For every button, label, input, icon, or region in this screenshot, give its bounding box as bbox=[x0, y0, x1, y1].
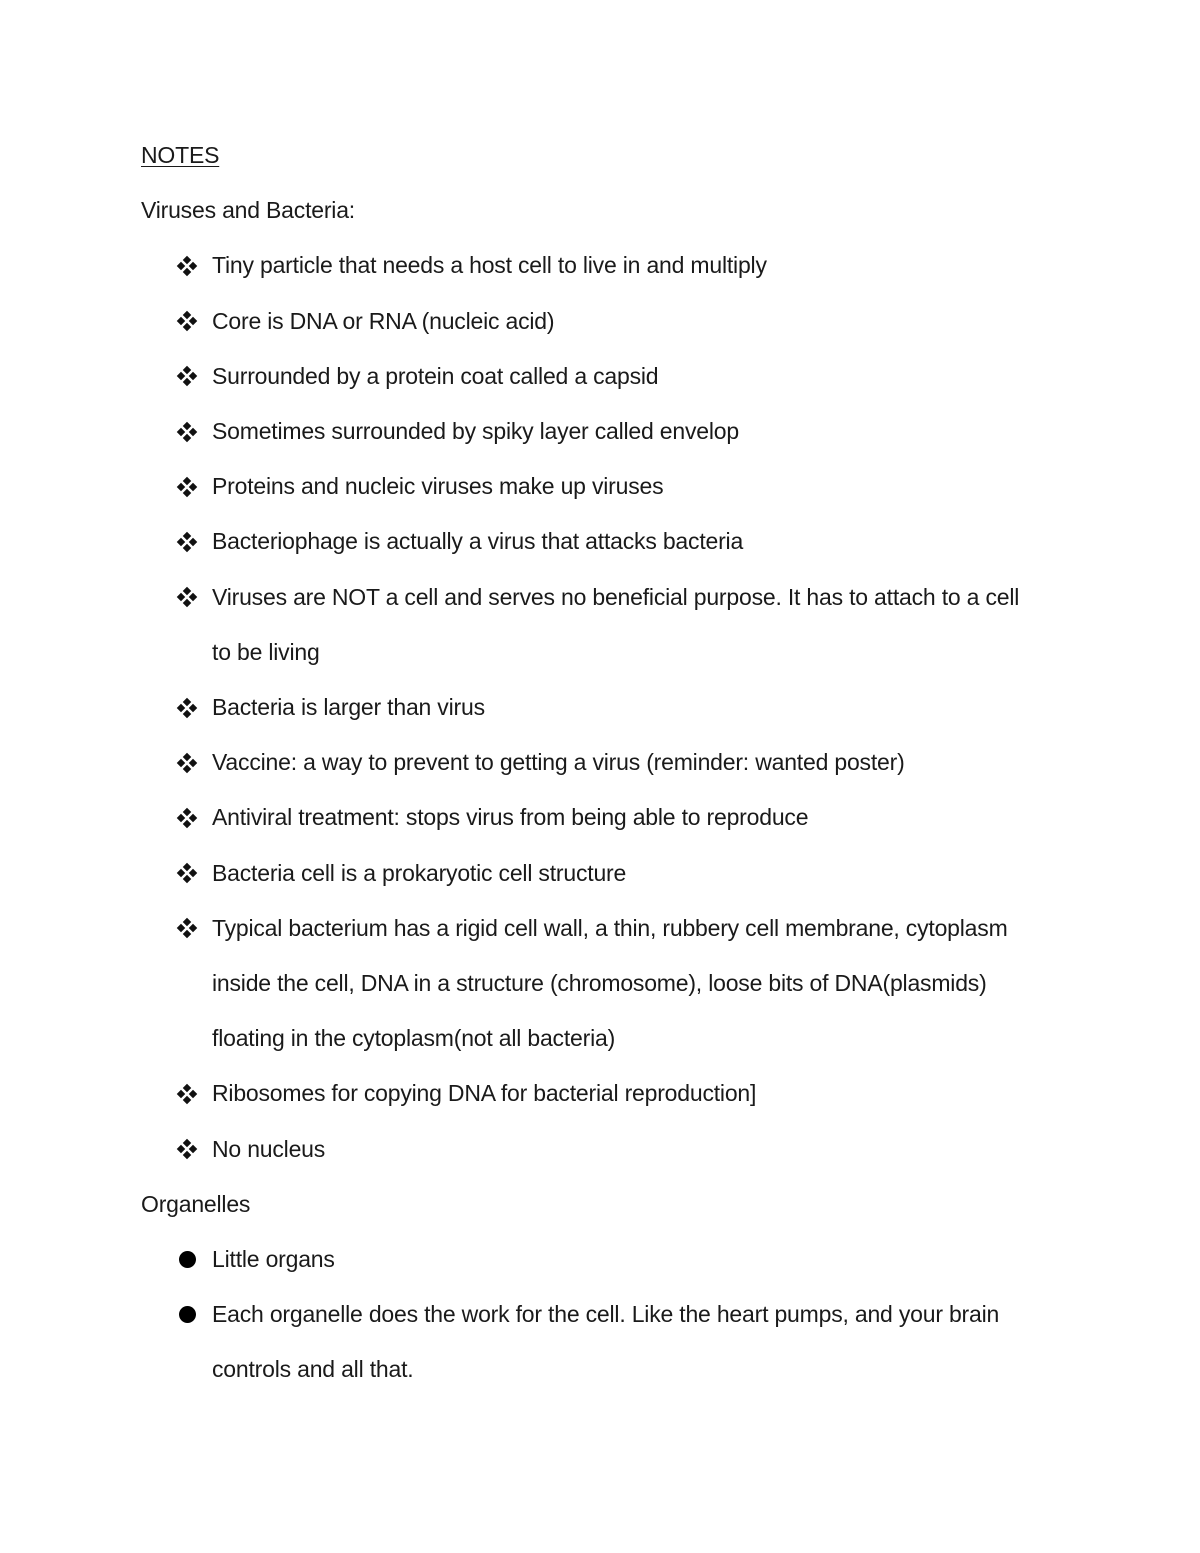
list-item-text: Proteins and nucleic viruses make up viruses bbox=[212, 473, 664, 500]
diamond-cluster-icon bbox=[177, 349, 197, 404]
diamond-cluster-icon bbox=[177, 570, 197, 625]
page-title: NOTES bbox=[141, 142, 220, 168]
list-item-text: Sometimes surrounded by spiky layer called envelop bbox=[212, 418, 739, 445]
list-item-text: Each organelle does the work for the cell. Like the heart pumps, and your brain controls and all that. bbox=[212, 1301, 1000, 1383]
organelles-list bbox=[141, 1232, 1061, 1398]
list-item bbox=[141, 901, 1042, 1067]
list-item-text: Viruses are NOT a cell and serves no beneficial purpose. It has to attach to a cell to be living bbox=[212, 583, 1020, 665]
list-item-text: Typical bacterium has a rigid cell wall, a thin, rubbery cell membrane, cytoplasm inside the cell, DNA in a structure (chromosome), loose bits of DNA(plasmids) floating in the cytoplasm(not all bacteria) bbox=[212, 914, 1008, 1052]
list-item-text: Bacteria is larger than virus bbox=[212, 694, 485, 721]
diamond-cluster-icon bbox=[177, 1122, 197, 1177]
list-item bbox=[141, 1287, 1042, 1397]
diamond-cluster-icon bbox=[177, 735, 197, 790]
list-item-text: Bacteria cell is a prokaryotic cell structure bbox=[212, 859, 627, 886]
diamond-cluster-icon bbox=[177, 404, 197, 459]
list-item-text: Bacteriophage is actually a virus that attacks bacteria bbox=[212, 528, 744, 555]
section-heading-organelles: Organelles bbox=[141, 1190, 251, 1217]
filled-circle-icon bbox=[177, 1287, 197, 1342]
list-item bbox=[141, 680, 1042, 735]
list-item-text: Surrounded by a protein coat called a capsid bbox=[212, 362, 659, 389]
list-item-text: Antiviral treatment: stops virus from being able to reproduce bbox=[212, 804, 809, 831]
list-item bbox=[141, 735, 1042, 790]
list-item bbox=[141, 238, 1042, 293]
list-item-text: Vaccine: a way to prevent to getting a virus (reminder: wanted poster) bbox=[212, 749, 905, 776]
diamond-cluster-icon bbox=[177, 901, 197, 956]
list-item-text: Tiny particle that needs a host cell to live in and multiply bbox=[212, 252, 767, 279]
filled-circle-icon bbox=[177, 1232, 197, 1287]
list-item bbox=[141, 846, 1042, 901]
list-item bbox=[141, 570, 1042, 680]
diamond-cluster-icon bbox=[177, 1066, 197, 1121]
list-item-text: Little organs bbox=[212, 1246, 335, 1273]
list-item bbox=[141, 514, 1042, 569]
viruses-bacteria-list bbox=[141, 238, 1061, 1176]
list-item bbox=[141, 404, 1042, 459]
diamond-cluster-icon bbox=[177, 514, 197, 569]
list-item-text: No nucleus bbox=[212, 1135, 326, 1162]
section-heading-viruses-bacteria: Viruses and Bacteria: bbox=[141, 197, 355, 224]
diamond-cluster-icon bbox=[177, 790, 197, 845]
list-item bbox=[141, 1066, 1042, 1121]
diamond-cluster-icon bbox=[177, 294, 197, 349]
list-item bbox=[141, 459, 1042, 514]
list-item bbox=[141, 1232, 1042, 1287]
diamond-cluster-icon bbox=[177, 846, 197, 901]
diamond-cluster-icon bbox=[177, 238, 197, 293]
document-body bbox=[141, 128, 1061, 1398]
list-item bbox=[141, 790, 1042, 845]
diamond-cluster-icon bbox=[177, 680, 197, 735]
diamond-cluster-icon bbox=[177, 459, 197, 514]
list-item bbox=[141, 294, 1042, 349]
list-item-text: Ribosomes for copying DNA for bacterial reproduction] bbox=[212, 1080, 757, 1107]
list-item bbox=[141, 349, 1042, 404]
list-item bbox=[141, 1122, 1042, 1177]
list-item-text: Core is DNA or RNA (nucleic acid) bbox=[212, 307, 555, 334]
